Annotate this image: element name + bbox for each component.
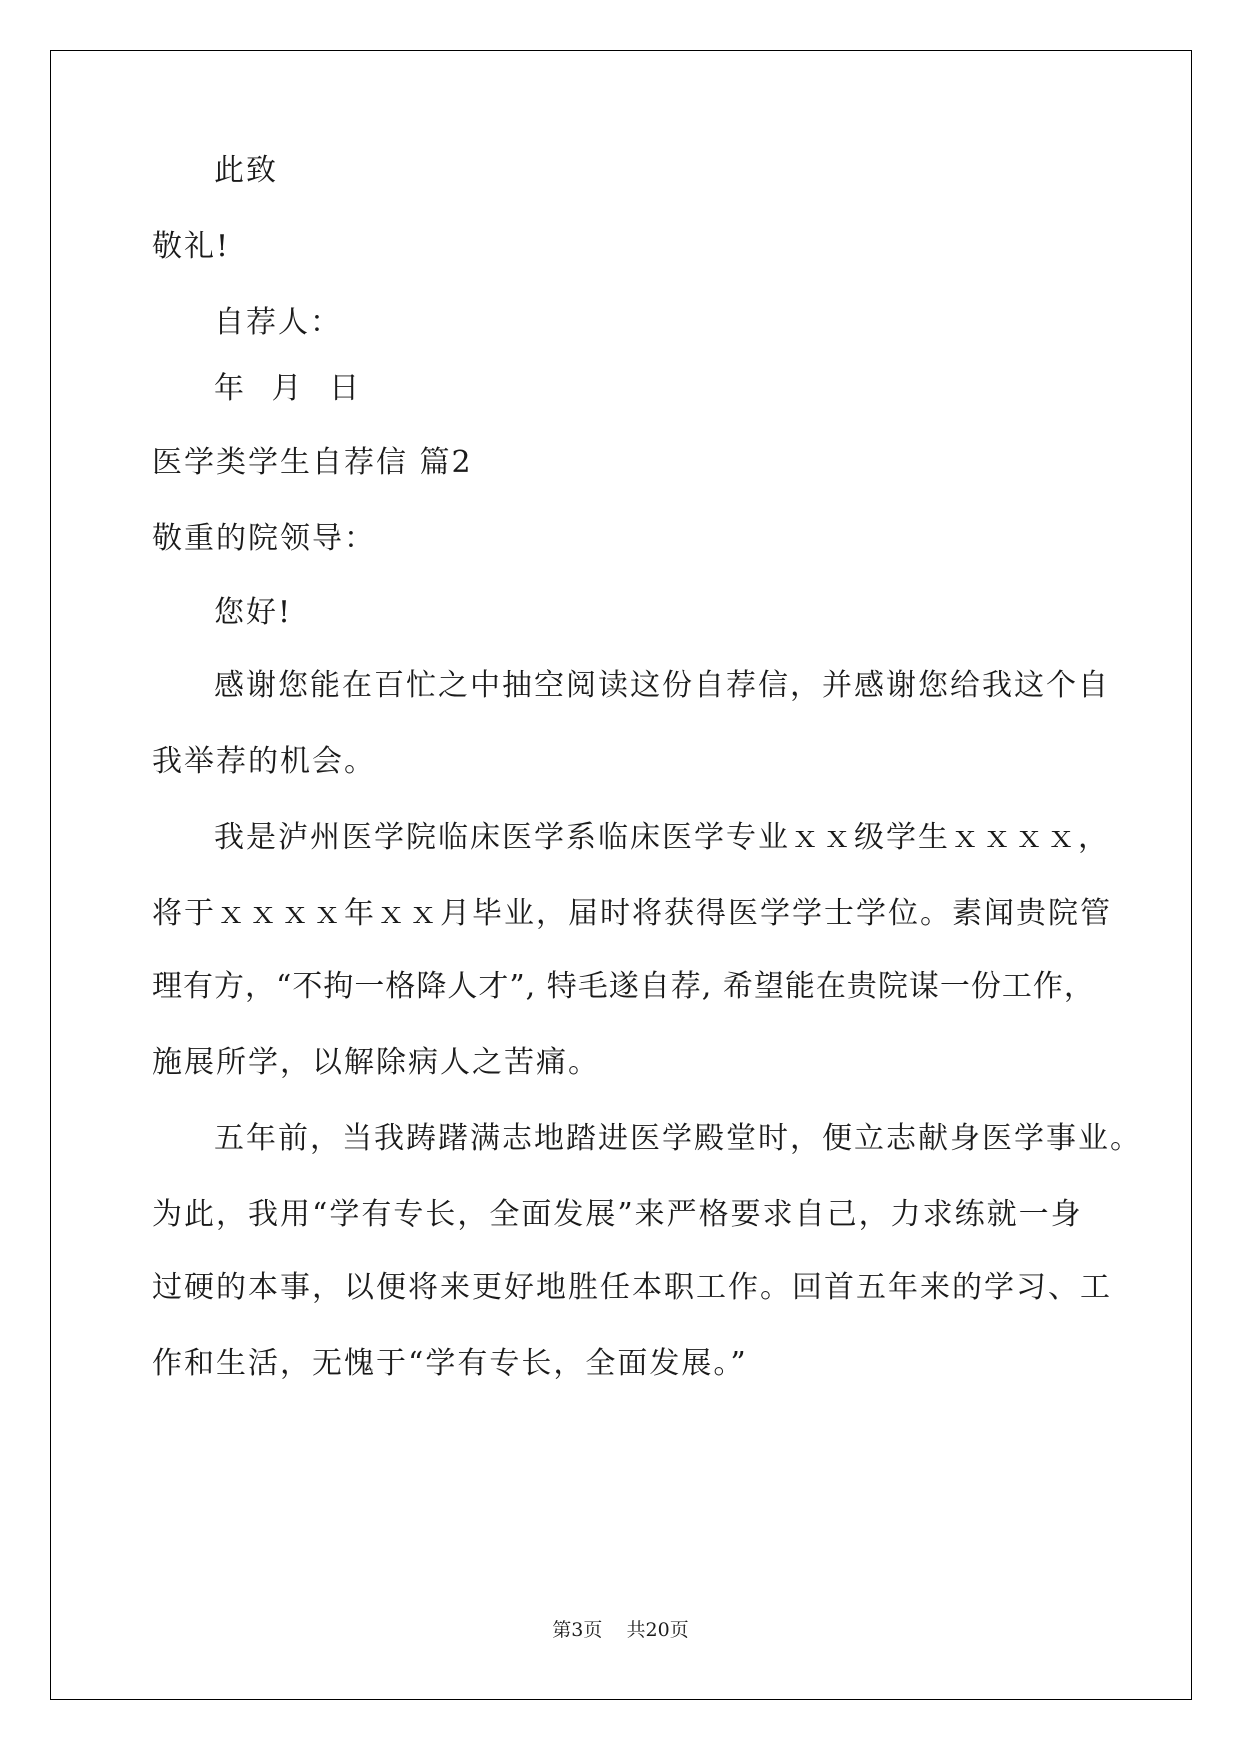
paragraph-line: 过硬的本事，以便将来更好地胜任本职工作。回首五年来的学习、工 <box>152 1270 1112 1305</box>
letter-heading: 医学类学生自荐信 篇2 <box>152 445 473 480</box>
paragraph-line: 感谢您能在百忙之中抽空阅读这份自荐信，并感谢您给我这个自 <box>214 668 1110 703</box>
paragraph-line: 作和生活，无愧于“学有专长，全面发展。” <box>152 1346 748 1381</box>
paragraph-line: 我举荐的机会。 <box>152 744 376 779</box>
paragraph-line: 我是泸州医学院临床医学系临床医学专业ｘｘ级学生ｘｘｘｘ， <box>214 820 1110 855</box>
paragraph-line: 为此，我用“学有专长，全面发展”来严格要求自己，力求练就一身 <box>152 1197 1083 1232</box>
addressee-line: 敬重的院领导： <box>152 521 376 556</box>
closing-line: 此致 <box>214 153 278 188</box>
paragraph-line: 施展所学，以解除病人之苦痛。 <box>152 1045 600 1080</box>
salute-line: 敬礼! <box>152 229 231 264</box>
page-border <box>50 50 1192 1700</box>
paragraph-line: 理有方，“不拘一格降人才”, 特毛遂自荐, 希望能在贵院谋一份工作， <box>152 969 1095 1004</box>
paragraph-line: 五年前，当我踌躇满志地踏进医学殿堂时，便立志献身医学事业。 <box>214 1121 1142 1156</box>
paragraph-line: 将于ｘｘｘｘ年ｘｘ月毕业，届时将获得医学学士学位。素闻贵院管 <box>152 896 1112 931</box>
signer-label: 自荐人： <box>214 305 342 340</box>
greeting-line: 您好! <box>214 595 293 630</box>
page-number-footer: 第3页 共20页 <box>552 1619 689 1641</box>
date-placeholder: 年 月 日 <box>214 371 362 406</box>
